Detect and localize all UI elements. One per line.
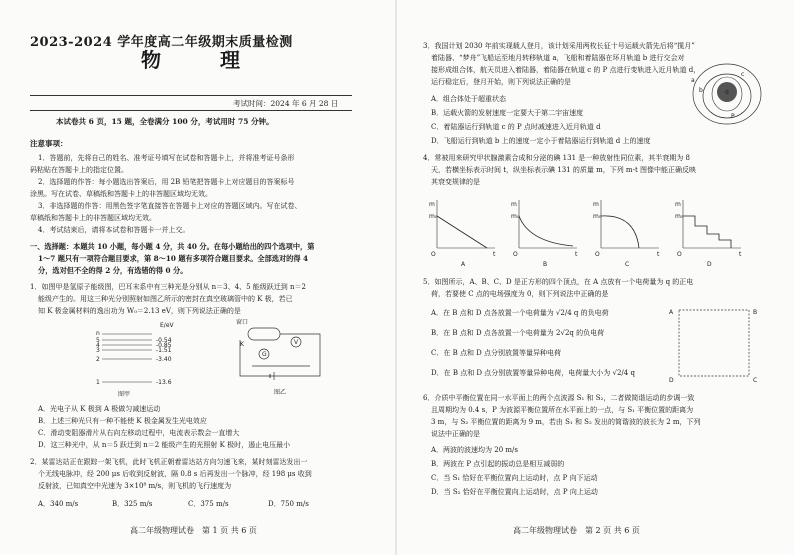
q1-option-c: C．滑动变阻器滑片从右向左移动过程中，电流表示数会一直增大 — [38, 429, 240, 437]
q1-option-d: D．这三种光中，从 n＝5 跃迁到 n＝2 能级产生的光照射 K 极时，遏止电压最小 — [38, 441, 291, 449]
note-line: 码粘贴在答题卡上的指定位置。 — [30, 166, 128, 174]
svg-text:t: t — [739, 251, 742, 258]
svg-text:t: t — [493, 251, 496, 258]
q1-option-a: A．光电子从 K 极到 A 极做匀减速运动 — [38, 405, 161, 413]
q2-stem: 反射波，已知真空中光速为 3×10⁸ m/s，则飞机的飞行速度为 — [38, 482, 232, 490]
svg-text:m: m — [429, 201, 435, 208]
svg-text:1: 1 — [96, 379, 100, 386]
note-line: 1．答题前，先将自己的姓名、准考证号填写在试卷和答题卡上，并将准考证号条形 — [38, 154, 295, 162]
q6-option-d: D．当 S₂ 恰好在平衡位置向上运动时，点 P 向上运动 — [431, 488, 598, 496]
svg-text:a: a — [691, 77, 695, 84]
note-line: 2．选择题的作答：每小题选出答案后，用 2B 铅笔把答题卡上对应题目的答案标号 — [38, 178, 295, 186]
svg-text:3: 3 — [96, 347, 100, 354]
decay-graph-b — [509, 196, 581, 268]
q1-option-b: B．上述三种光只有一种不能使 K 极金属发生光电效应 — [38, 417, 207, 425]
decay-graph-a — [427, 196, 499, 268]
exam-page-2 — [397, 0, 794, 555]
svg-text:B: B — [753, 309, 758, 316]
section-heading: 分，选对但不全的得 2 分，有选错的得 0 分。 — [38, 266, 188, 275]
graph-option-label: B — [543, 261, 548, 268]
q4-stem: 4．常被用来研究甲状腺激素合成和分泌的碘 131 是一种放射性同位素，其半衰期为 8 — [423, 154, 690, 162]
q2-option-d: D．750 m/s — [268, 500, 309, 508]
svg-text:D: D — [669, 377, 674, 384]
svg-text:c: c — [741, 71, 745, 78]
q1-stem: 1．如图甲是氢原子能级图，巴耳末系中有三种光是分别从 n＝3、4、5 能级跃迁到 n＝2 — [30, 283, 306, 291]
q2-option-c: C．375 m/s — [188, 500, 229, 508]
graph-option-label: C — [625, 261, 630, 268]
q5-option-b: B．在 B 点和 D 点各放置一个电荷量为 2√2q 的负电荷 — [431, 329, 605, 337]
exam-info: 本试卷共 6 页，15 题，全卷满分 100 分，考试用时 75 分钟。 — [56, 117, 274, 126]
q6-stem: 6．介质中平衡位置在同一水平面上的两个点波源 S₁ 和 S₂，二者做简谐运动的步调一致 — [423, 394, 695, 402]
svg-text:窗口: 窗口 — [236, 319, 249, 326]
section-heading: 1～7 题只有一项符合题目要求，第 8～10 题有多项符合题目要求。全部选对的得 4 — [38, 254, 309, 263]
svg-text:-0.54: -0.54 — [156, 337, 172, 344]
q5-option-c: C．在 B 点和 D 点分别放置等量异种电荷 — [431, 349, 562, 357]
q6-option-c: C．当 S₁ 恰好在平衡位置向上运动时，点 P 向下运动 — [431, 474, 598, 482]
q6-stem: 3 m，与 S₂ 平衡位置的距离为 9 m，若由 S₁ 和 S₂ 发出的简谐波的波长为 2 m，下列 — [431, 418, 701, 426]
svg-text:2: 2 — [96, 356, 100, 363]
svg-text:5: 5 — [96, 337, 100, 344]
svg-text:-3.40: -3.40 — [156, 356, 172, 363]
svg-text:m₀: m₀ — [511, 213, 520, 220]
q6-option-b: B．两波在 P 点引起的振动总是相互减弱的 — [431, 460, 565, 468]
svg-text:K: K — [240, 341, 244, 348]
exam-time: 考试时间：2024 年 6 月 28 日 — [233, 99, 339, 108]
svg-text:-1.51: -1.51 — [156, 347, 172, 354]
graph-option-label: A — [461, 261, 466, 268]
page-footer: 高二年级物理试卷 第 2 页 共 6 页 — [513, 526, 640, 535]
svg-text:O: O — [431, 251, 436, 258]
q6-stem: 说法中正确的是 — [431, 430, 480, 438]
svg-text:t: t — [657, 251, 660, 258]
q6-stem: 且周期均为 0.4 s，P 为波源平衡位置所在水平面上的一点，与 S₁ 平衡位置的距离为 — [431, 406, 694, 414]
note-line: 3．非选择题的作答：用黑色签字笔直接答在答题卡上对应的答题区域内。写在试卷、 — [38, 202, 302, 210]
q2-option-a: A．340 m/s — [38, 500, 79, 508]
q2-stem: 2．某雷达站正在跟踪一架飞机，此时飞机正朝着雷达站方向匀速飞来，某时刻雷达发出一 — [30, 458, 308, 466]
decay-graph-d — [673, 196, 745, 268]
svg-text:4: 4 — [96, 342, 100, 349]
svg-text:m₀: m₀ — [675, 213, 684, 220]
note-line: 4．考试结束后，请将本试卷和答题卡一并上交。 — [38, 226, 190, 234]
page-footer: 高二年级物理试卷 第 1 页 共 6 页 — [130, 526, 257, 535]
q3-stem: 接形成组合体，航天员进入着陆器，着陆器在轨道 c 的 P 点进行变轨进入近月轨道 d， — [431, 66, 701, 74]
q2-stem: 个无线电脉冲，经 200 μs 后收到反射波，隔 0.8 s 后再发出一个脉冲，经 198 μs 收到 — [38, 470, 312, 478]
svg-text:-0.85: -0.85 — [156, 342, 172, 349]
graph-option-label: D — [707, 261, 712, 268]
charge-square-diagram — [661, 302, 765, 388]
lunar-orbit-diagram — [685, 58, 765, 130]
q6-option-a: A．两波的波速均为 20 m/s — [431, 446, 519, 454]
q3-stem: 3．我国计划 2030 年前实现载人登月，该计划采用两枚长征十号运载火箭先后将“揽月” — [423, 42, 695, 50]
svg-text:m: m — [675, 201, 681, 208]
exam-title: 2023-2024 学年度高二年级期末质量检测 — [30, 35, 293, 50]
q3-option-d: D．飞船运行到轨道 b 上的速度一定小于着陆器运行到轨道 d 上的速度 — [431, 137, 651, 145]
q5-option-a: A．在 B 点和 D 点各放置一个电荷量为 √2/4 q 的负电荷 — [431, 309, 609, 317]
svg-text:m₀: m₀ — [429, 213, 438, 220]
q3-option-a: A．组合体处于超重状态 — [431, 95, 507, 103]
q5-stem: 5．如图所示，A、B、C、D 是正方形的四个顶点，在 A 点放有一个电荷量为 q 的正电 — [423, 278, 694, 286]
q5-option-d: D．在 B 点和 D 点分别放置等量异种电荷，电荷量大小为 √2/4 q — [431, 369, 635, 377]
notes-heading: 注意事项： — [30, 139, 68, 148]
figure-caption: 图甲 — [118, 391, 131, 398]
svg-text:m: m — [511, 201, 517, 208]
svg-text:O: O — [595, 251, 600, 258]
q3-option-c: C．着陆器运行到轨道 c 的 P 点时减速进入近月轨道 d — [431, 123, 601, 131]
q2-option-b: B．325 m/s — [112, 500, 153, 508]
svg-text:V: V — [294, 339, 299, 346]
svg-text:C: C — [753, 377, 758, 384]
svg-text:O: O — [513, 251, 518, 258]
svg-text:-13.6: -13.6 — [156, 379, 172, 386]
decay-graph-c — [591, 196, 663, 268]
svg-text:P: P — [731, 113, 735, 120]
q5-stem: 荷，若要使 C 点的电场强度为 0，则下列说法中正确的是 — [431, 290, 609, 298]
svg-text:d: d — [725, 89, 729, 96]
svg-text:m: m — [593, 201, 599, 208]
figure-caption: 图乙 — [274, 389, 287, 396]
svg-text:t: t — [575, 251, 578, 258]
q3-option-b: B．运载火箭的发射速度一定要大于第二宇宙速度 — [431, 109, 584, 117]
section-heading: 一、选择题：本题共 10 小题，每小题 4 分，共 40 分。在每小题给出的四个选项中，第 — [30, 242, 315, 251]
svg-text:m₀: m₀ — [593, 213, 602, 220]
q3-stem: 运行稳定后，登月开始，则下列说法正确的是 — [431, 78, 571, 86]
svg-text:A: A — [669, 309, 674, 316]
energy-unit-label: E/eV — [160, 322, 174, 329]
photoelectric-circuit-diagram — [230, 318, 340, 400]
svg-text:n: n — [96, 330, 100, 337]
subject-title: 物 理 — [141, 48, 266, 72]
q3-stem: 着陆器、“梦舟”飞船运至地月转移轨道 a，飞船和着陆器在环月轨道 b 进行交会对 — [431, 54, 685, 62]
svg-text:b: b — [699, 87, 703, 94]
svg-text:G: G — [262, 351, 267, 358]
q1-stem: 知 K 极金属材料的逸出功为 W₀＝2.13 eV，则下列说法正确的是 — [38, 307, 241, 315]
q4-stem: 其衰变规律的是 — [431, 178, 480, 186]
q4-stem: 天，若横坐标表示时间 t，纵坐标表示碘 131 的质量 m，下列 m-t 图像中能正确反映 — [431, 166, 696, 174]
note-line: 草稿纸和答题卡上的非答题区域均无效。 — [30, 214, 156, 222]
energy-level-diagram — [92, 320, 212, 398]
q1-stem: 能级产生的。用这三种光分别照射如图乙所示的密封在真空玻璃管中的 K 极，若已 — [38, 295, 293, 303]
note-line: 涂黑。写在试卷、草稿纸和答题卡上的非答题区域均无效。 — [30, 190, 212, 198]
svg-text:O: O — [677, 251, 682, 258]
